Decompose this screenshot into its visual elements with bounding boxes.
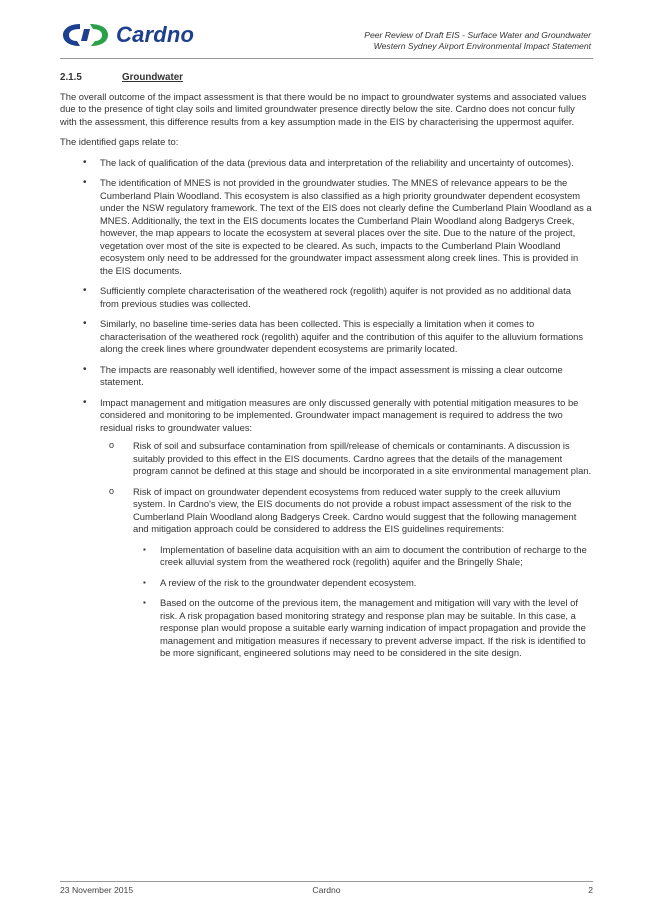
page-footer — [60, 885, 593, 895]
gaps-list — [60, 157, 592, 660]
section-number: 2.1.5 — [60, 72, 82, 83]
gde-risk-text: Risk of impact on groundwater dependent ecosystems from reduced water supply to the creek alluvium system. In Cardno's view, the EIS documents do not provide a robust impact assessment of the risk to the Cumberland Plain Woodland along Badgerys Creek. Cardno would suggest that the following management and mitigation approach could be considered to address the EIS guidelines requirements: — [133, 485, 577, 534]
list-item: • The impacts are reasonably well identified, however some of the impact assessment is missing a clear outcome statement. — [60, 364, 592, 389]
footer-date: 23 November 2015 — [60, 885, 134, 895]
document-title-line-2: Western Sydney Airport Environmental Impact Statement — [373, 41, 591, 51]
list-item: ▪ A review of the risk to the groundwater dependent ecosystem. — [133, 577, 592, 590]
document-title — [364, 30, 591, 52]
residual-risks-list — [100, 440, 592, 660]
list-item: • Similarly, no baseline time-series data has been collected. This is especially a limitation when it comes to characterisation of the weathered rock (regolith) aquifer and the contribution of this aquifer to the alluvium formations along the creek lines where groundwater dependent ecosystems are primarily located. — [60, 318, 592, 356]
list-item: • The lack of qualification of the data (previous data and interpretation of the reliability and uncertainty of outcomes). — [60, 157, 592, 170]
list-item: ▪ Based on the outcome of the previous item, the management and mitigation will vary with the level of risk. A risk propagation based monitoring strategy and response plan may be suitable. In this case, a response plan would propose a suitable early warning indication of impact propagation and provide the management and mitigation measures if necessary to prevent adverse impact. If the risk is identified to be more significant, engineered solutions may need to be considered in the site design. — [133, 597, 592, 660]
document-title-line-1: Peer Review of Draft EIS - Surface Water and Groundwater — [364, 30, 591, 40]
gaps-intro: The identified gaps relate to: — [60, 136, 179, 147]
intro-paragraph: The overall outcome of the impact assessment is that there would be no impact to groundwater systems and associated values due to the presence of tight clay soils and limited groundwater presence directly below the site. Cardno does not concur fully with the assessment, this difference results from a key assumption made in the EIS by characterising the uppermost aquifer. — [60, 90, 587, 127]
cardno-logo — [60, 20, 194, 50]
header-divider — [60, 58, 593, 59]
management-text: Impact management and mitigation measures are only discussed generally with potential mitigation measures to be considered and monitoring to be implemented. Groundwater impact management is required to address the two residual risks to groundwater values: — [100, 396, 579, 433]
list-item: o Risk of soil and subsurface contamination from spill/release of chemicals or contaminants. A discussion is suitably provided to this effect in the EIS documents. Cardno agrees that the details of the management program cannot be defined at this stage and should be incorporated in a site environmental management plan. — [100, 440, 592, 478]
list-item-gde-risk — [100, 486, 592, 660]
section-heading — [60, 72, 592, 85]
footer-company: Cardno — [312, 885, 341, 895]
cardno-logo-icon — [60, 20, 112, 50]
list-item: ▪ Implementation of baseline data acquisition with an aim to document the contribution of recharge to the creek alluvial system from the weathered rock (regolith) aquifer and the Bringelly Shale; — [133, 544, 592, 569]
section-title: Groundwater — [122, 72, 183, 83]
list-item: • The identification of MNES is not provided in the groundwater studies. The MNES of relevance appears to be the Cumberland Plain Woodland. This ecosystem is also classified as a high priority groundwater dependent ecosystem under the NSW regulatory framework. The text of the EIS does not clearly define the Cumberland Plain Woodland as a MNES. Additionally, the text in the EIS documents locates the Cumberland Plain Woodland along Badgerys Creek, however, the map appears to locate the ecosystem at several places over the site. Due to the nature of the project, vegetation over most of the site is expected to be cleared. As such, impacts to the Cumberland Plain Woodland ecosystem only need to be addressed for the groundwater impact assessment along creek lines. This is provided in the EIS documents. — [60, 177, 592, 277]
list-item: • Sufficiently complete characterisation of the weathered rock (regolith) aquifer is not provided as no additional data from previous studies was collected. — [60, 285, 592, 310]
list-item-management — [60, 397, 592, 660]
mitigation-approach-list — [133, 544, 592, 660]
logo-text: Cardno — [116, 22, 195, 47]
page-content — [60, 72, 592, 668]
page-number: 2 — [588, 885, 593, 895]
footer-divider — [60, 881, 593, 882]
